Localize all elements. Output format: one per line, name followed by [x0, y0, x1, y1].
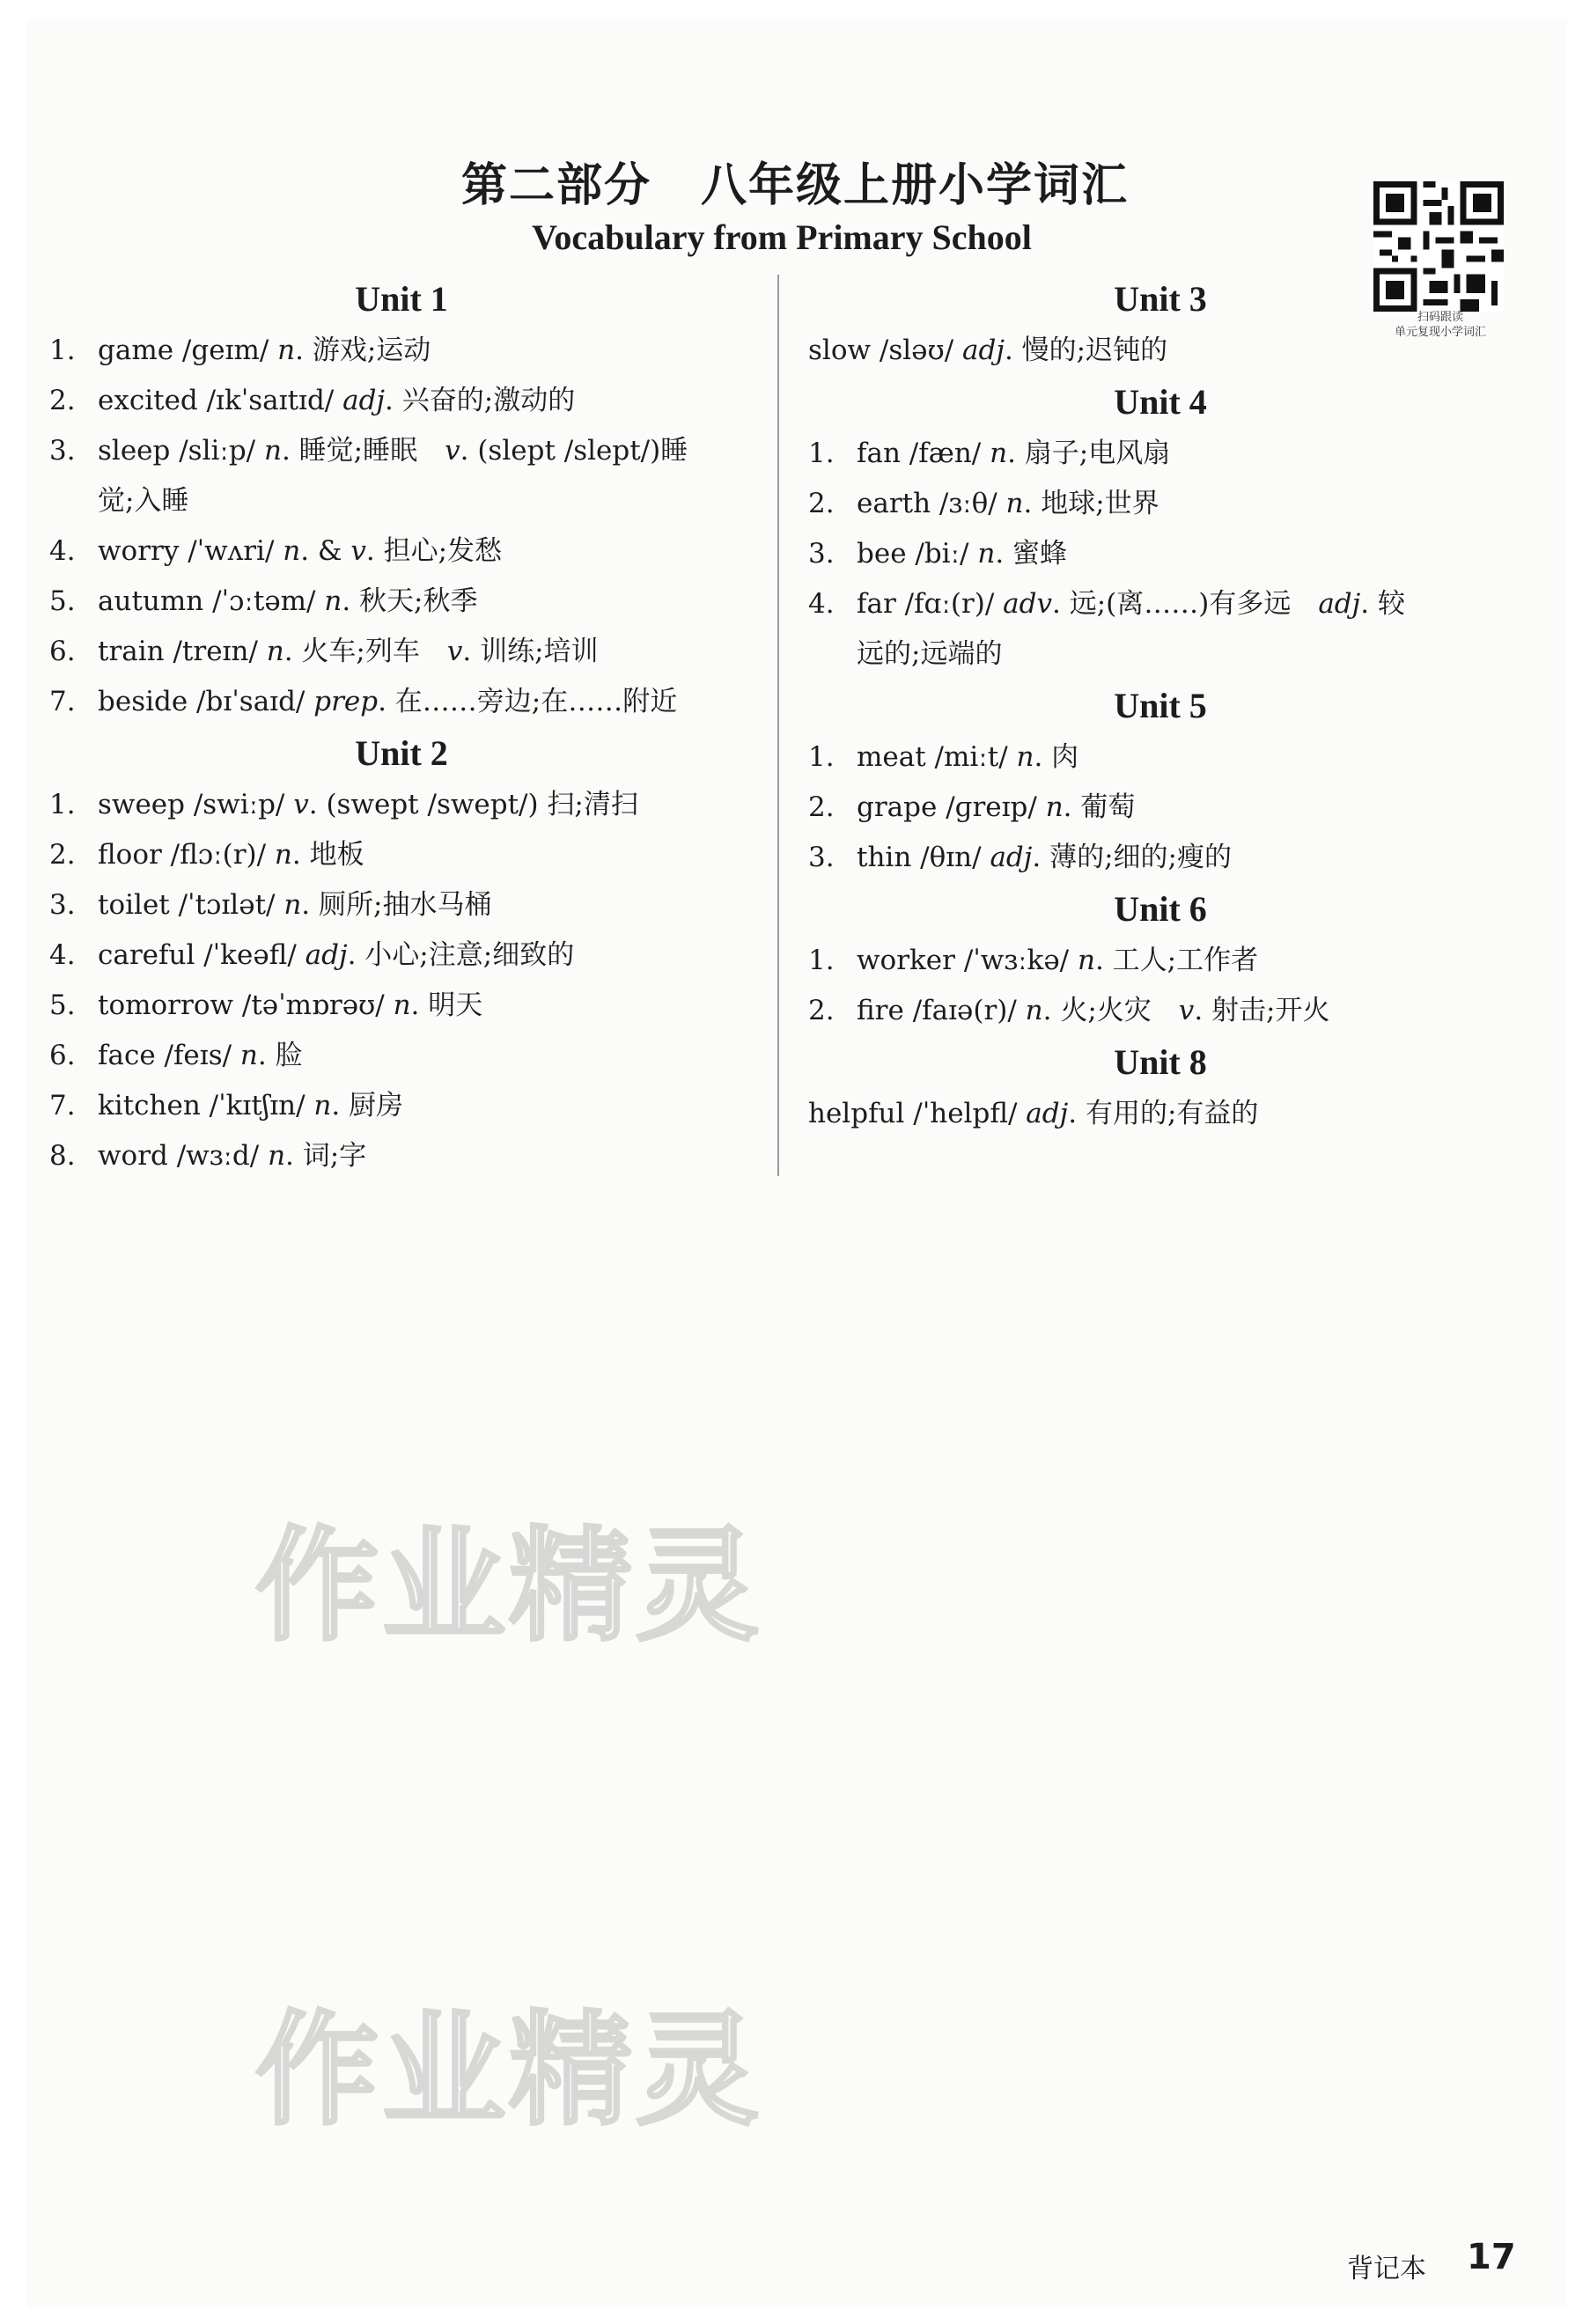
vocab-entry: 4. worry /ˈwʌri/ n. & v. 担心;发愁 — [49, 535, 503, 567]
vocab-entry: 6. face /feɪs/ n. 脸 — [49, 1040, 303, 1071]
vocab-entry: helpful /ˈhelpfl/ adj. 有用的;有益的 — [808, 1098, 1259, 1129]
vocab-entry: 2. fire /faɪə(r)/ n. 火;火灾 v. 射击;开火 — [808, 995, 1330, 1026]
vocab-entry: 7. kitchen /ˈkɪtʃɪn/ n. 厨房 — [49, 1090, 404, 1122]
watermark-text: 作业精灵 — [255, 1515, 763, 1658]
page-number: 17 — [1467, 2237, 1516, 2277]
vocab-entry: 1. worker /ˈwɜːkə/ n. 工人;工作者 — [808, 945, 1259, 976]
vocab-entry: 7. beside /bɪˈsaɪd/ prep. 在……旁边;在……附近 — [49, 686, 678, 717]
vocab-entry: 2. floor /flɔː(r)/ n. 地板 — [49, 839, 364, 871]
vocab-entry: 1. sweep /swiːp/ v. (swept /swept/) 扫;清扫 — [49, 789, 638, 820]
title-part: 第二部分 — [460, 159, 651, 212]
vocab-entry: 2. earth /ɜːθ/ n. 地球;世界 — [808, 488, 1159, 519]
right-column — [808, 273, 1513, 1139]
vocab-entry: 5. tomorrow /təˈmɒrəʊ/ n. 明天 — [49, 989, 483, 1021]
vocab-entry: 1. meat /miːt/ n. 肉 — [808, 741, 1079, 773]
vocab-entry: 3. bee /biː/ n. 蜜蜂 — [808, 538, 1068, 570]
vocab-entry: 3. toilet /ˈtɔɪlət/ n. 厕所;抽水马桶 — [49, 889, 492, 921]
vocab-entry: 1. fan /fæn/ n. 扇子;电风扇 — [808, 438, 1171, 469]
unit-heading: Unit 6 — [1114, 889, 1207, 929]
watermark-text: 作业精灵 — [255, 1999, 763, 2143]
vocab-entry: 1. game /geɪm/ n. 游戏;运动 — [49, 335, 431, 366]
unit-heading: Unit 2 — [355, 733, 448, 773]
vocab-entry: 4. careful /ˈkeəfl/ adj. 小心;注意;细致的 — [49, 939, 575, 971]
qr-caption: 扫码跟读 单元复现小学词汇 — [1394, 311, 1486, 339]
vocab-entry: 6. train /treɪn/ n. 火车;列车 v. 训练;培训 — [49, 636, 599, 667]
unit-heading: Unit 3 — [1114, 279, 1207, 319]
page-title — [0, 148, 1590, 214]
vocab-entry: 2. grape /ɡreɪp/ n. 葡萄 — [808, 791, 1136, 823]
vocab-entry: 5. autumn /ˈɔːtəm/ n. 秋天;秋季 — [49, 585, 478, 617]
column-divider — [777, 275, 779, 1176]
vocab-entry: 3. thin /θɪn/ adj. 薄的;细的;瘦的 — [808, 842, 1233, 873]
vocab-entry: 4. far /fɑː(r)/ adv. 远;(离……)有多远 adj. 较 远的;远端的 — [808, 588, 1405, 670]
footer-label: 背记本 — [1347, 2254, 1426, 2284]
unit-heading: Unit 1 — [355, 279, 448, 319]
vocab-entry: slow /sləʊ/ adj. 慢的;迟钝的 — [808, 335, 1168, 366]
unit-heading: Unit 4 — [1114, 382, 1207, 422]
unit-heading: Unit 5 — [1114, 686, 1207, 725]
left-column — [49, 273, 754, 1181]
vocab-entry: 2. excited /ɪkˈsaɪtɪd/ adj. 兴奋的;激动的 — [49, 385, 576, 416]
vocab-entry: 8. word /wɜːd/ n. 词;字 — [49, 1140, 367, 1172]
vocab-entry: 3. sleep /sliːp/ n. 睡觉;睡眠 v. (slept /slept/)睡 觉;入睡 — [49, 435, 688, 517]
unit-heading: Unit 8 — [1114, 1042, 1207, 1082]
title-main: 八年级上册小学词汇 — [701, 159, 1130, 212]
page-subtitle: Vocabulary from Primary School — [532, 217, 1032, 257]
